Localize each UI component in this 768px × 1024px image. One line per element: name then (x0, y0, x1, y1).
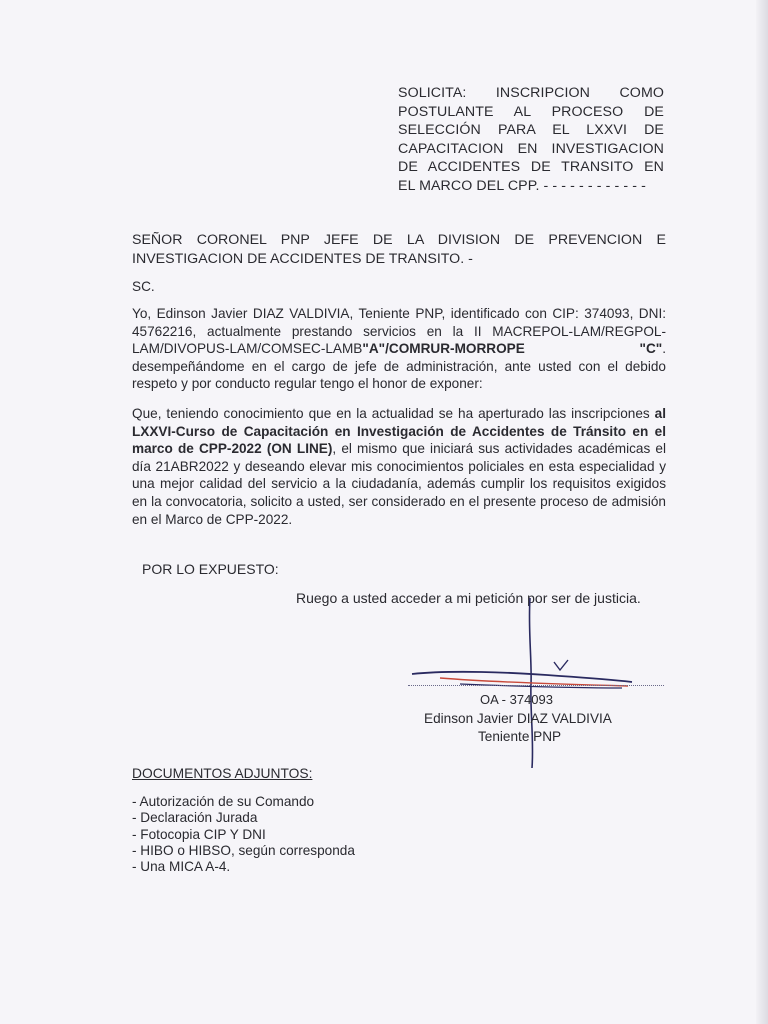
signer-name: Edinson Javier DIAZ VALDIVIA (424, 711, 612, 726)
subject-line: POSTULANTE AL PROCESO DE (398, 103, 664, 120)
subject-line: SOLICITA: INSCRIPCION COMO (398, 85, 664, 101)
paragraph-introduction (132, 305, 666, 393)
subject-line: CAPACITACION EN INVESTIGACION (398, 140, 664, 157)
paragraph-request (132, 405, 666, 528)
signature-dotted-line (408, 685, 664, 686)
addressee: SEÑOR CORONEL PNP JEFE DE LA DIVISION DE PREVENCION E INVESTIGACION DE ACCIDENTES DE TRANSITO. - (132, 232, 666, 267)
subject-block (398, 84, 664, 196)
paragraph-bold-text: al LXXVI-Curso de Capacitación en Investigación de Accidentes de Tránsito en el marco de CPP-2022 (ON LINE) (132, 406, 666, 457)
list-item: - Fotocopia CIP Y DNI (132, 826, 266, 842)
subject-line: EL MARCO DEL CPP. - - - - - - - - - - - - (398, 177, 646, 194)
attachments-list (132, 794, 355, 875)
paragraph-text: . desempeñándome en el cargo de jefe de administración, ante usted con el debido respeto y por conducto regular tengo el honor de exponer: (132, 341, 666, 392)
list-item: - Una MICA A-4. (132, 859, 231, 875)
salutation: SC. (132, 279, 155, 294)
request-phrase: Ruego a usted acceder a mi petición por ser de justicia. (296, 590, 641, 606)
list-item: - HIBO o HIBSO, según corresponda (132, 842, 355, 858)
page-edge-shadow (756, 0, 768, 1024)
list-item: - Declaración Jurada (132, 810, 258, 826)
paragraph-text: Yo, Edinson Javier DIAZ VALDIVIA, Teniente PNP, identificado con CIP: 374093, DNI: 45762216, actualmente prestando servicios en la II MACREPOL-LAM/REGPOL-LAM/DIVOPUS-LAM/COMSEC-LAMB (132, 306, 666, 357)
paragraph-text: , el mismo que iniciará sus actividades académicas el día 21ABR2022 y deseando elevar mis conocimientos policiales en esta especialidad y una mejor calidad del servicio a la ciudadanía, además cumplir los requisitos exigidos en la convocatoria, solicito a usted, ser considerado en el presente proceso de admisión en el Marco de CPP-2022. (132, 441, 666, 527)
paragraph-text: Que, teniendo conocimiento que en la actualidad se ha aperturado las inscripciones (132, 406, 655, 421)
list-item: - Autorización de su Comando (132, 794, 315, 809)
attachments-title: DOCUMENTOS ADJUNTOS: (132, 766, 313, 781)
subject-line: SELECCIÓN PARA EL LXXVI DE (398, 122, 664, 139)
signer-code: OA - 374093 (480, 692, 553, 707)
paragraph-bold-text: "A"/COMRUR-MORROPE "C" (362, 341, 663, 357)
subject-line: DE ACCIDENTES DE TRANSITO EN (398, 159, 664, 176)
signer-rank: Teniente PNP (478, 729, 562, 744)
closing-phrase: POR LO EXPUESTO: (142, 561, 279, 577)
